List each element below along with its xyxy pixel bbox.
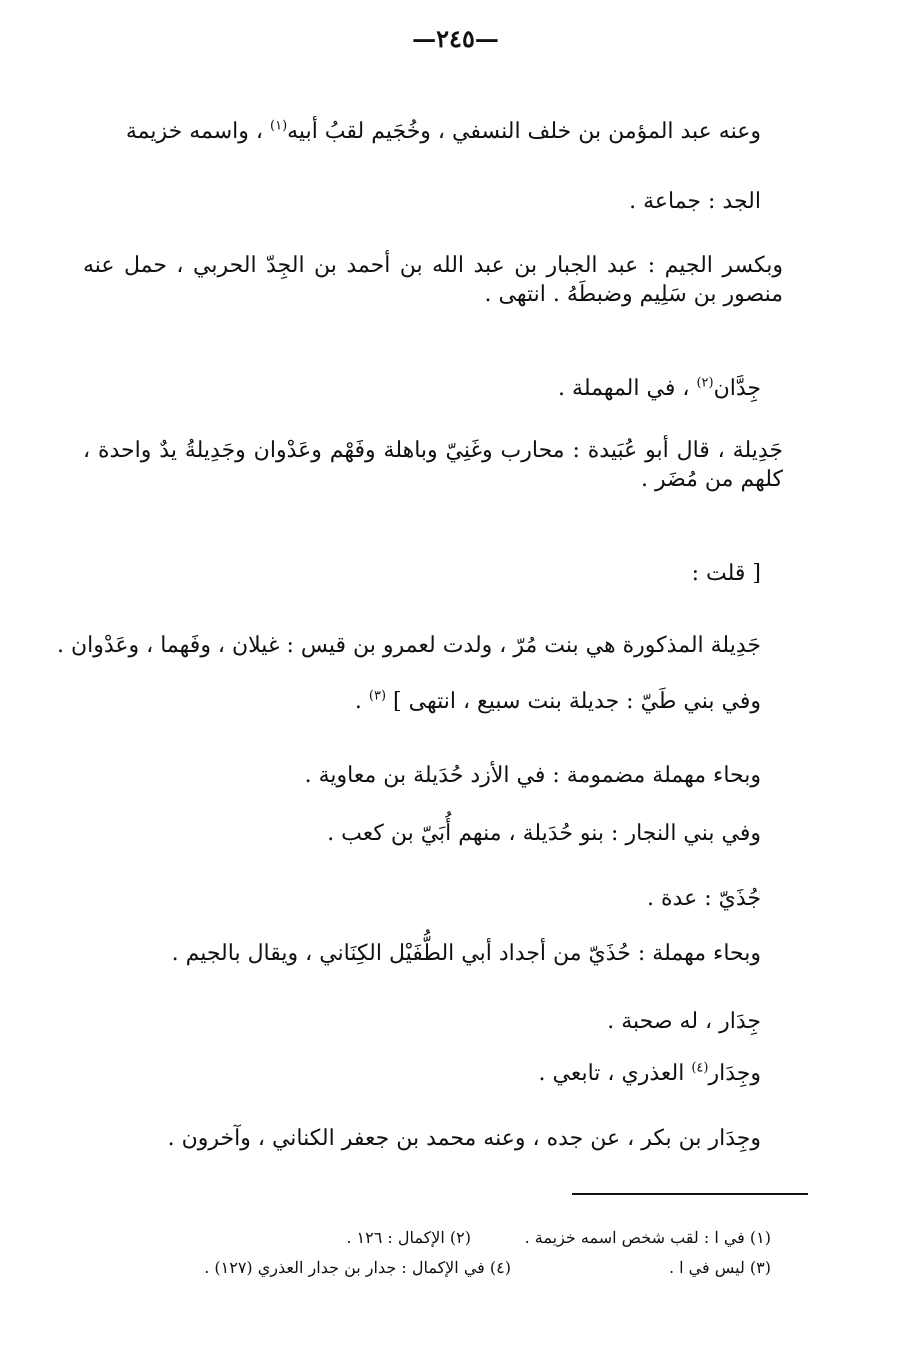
footnote-ref: (١) [270,118,288,134]
text-line-8: وفي بني طَيّ : جديلة بنت سبيع ، انتهى ] $^{(٣)}$ . [354,688,761,714]
text-line-11: جُذَيّ : عدة . [647,886,761,911]
text-line-9: وبحاء مهملة مضمومة : في الأزد حُدَيلة بن معاوية . [304,763,761,788]
footnote-4: (٤) في الإكمال : جدار بن جدار العذري (١٢٧) . [204,1258,511,1277]
text-line-12: وبحاء مهملة : حُذَيّ من أجداد أبي الطُّفَيْل الكِنَاني ، ويقال بالجيم . [171,941,761,966]
text-line-2: الجد : جماعة . [629,189,761,214]
footnote-1: (١) في ا : لقب شخص اسمه خزيمة . [524,1228,771,1247]
footnote-ref: (٤) [691,1060,709,1076]
footnote-ref: (٢) [696,375,714,391]
text-line-13: جِدَار ، له صحبة . [607,1009,761,1034]
footnote-3: (٣) ليس في ا . [668,1258,771,1277]
footnote-2: (٢) الإكمال : ١٢٦ . [346,1228,471,1247]
footnote-separator [572,1193,808,1195]
text-line-1: وعنه عبد المؤمن بن خلف النسفي ، وخُجَيم لقبُ أبيه$^{(١)}$ ، واسمه خزيمة [125,118,761,144]
footnote-ref: (٣) [368,688,387,704]
text-line-10: وفي بني النجار : بنو حُدَيلة ، منهم أُبَيّ بن كعب . [327,821,761,846]
text-line-14: وجِدَار$^{(٤)}$ العذري ، تابعي . [538,1060,761,1086]
text-line-5: جَدِيلة ، قال أبو عُبَيدة : محارب وغَنِيّ وباهلة وفَهْم وعَدْوان وجَدِيلةُ يدٌ واحدة ، كلهم من مُضَر . [83,438,783,492]
text-line-7: جَدِيلة المذكورة هي بنت مُرّ ، ولدت لعمرو بن قيس : غيلان ، وفَهما ، وعَدْوان . [56,633,761,658]
text-line-6: [ قلت : [691,561,761,586]
text-line-3: وبكسر الجيم : عبد الجبار بن عبد الله بن أحمد بن الجِدّ الحربي ، حمل عنه منصور بن سَلِيم وضبطَهُ . انتهى . [83,253,783,307]
text-line-4: جِدَّان$^{(٢)}$ ، في المهملة . [558,375,761,401]
text-line-15: وجِدَار بن بكر ، عن جده ، وعنه محمد بن جعفر الكناني ، وآخرون . [167,1126,761,1151]
page-number: —٢٤٥— [412,24,499,53]
